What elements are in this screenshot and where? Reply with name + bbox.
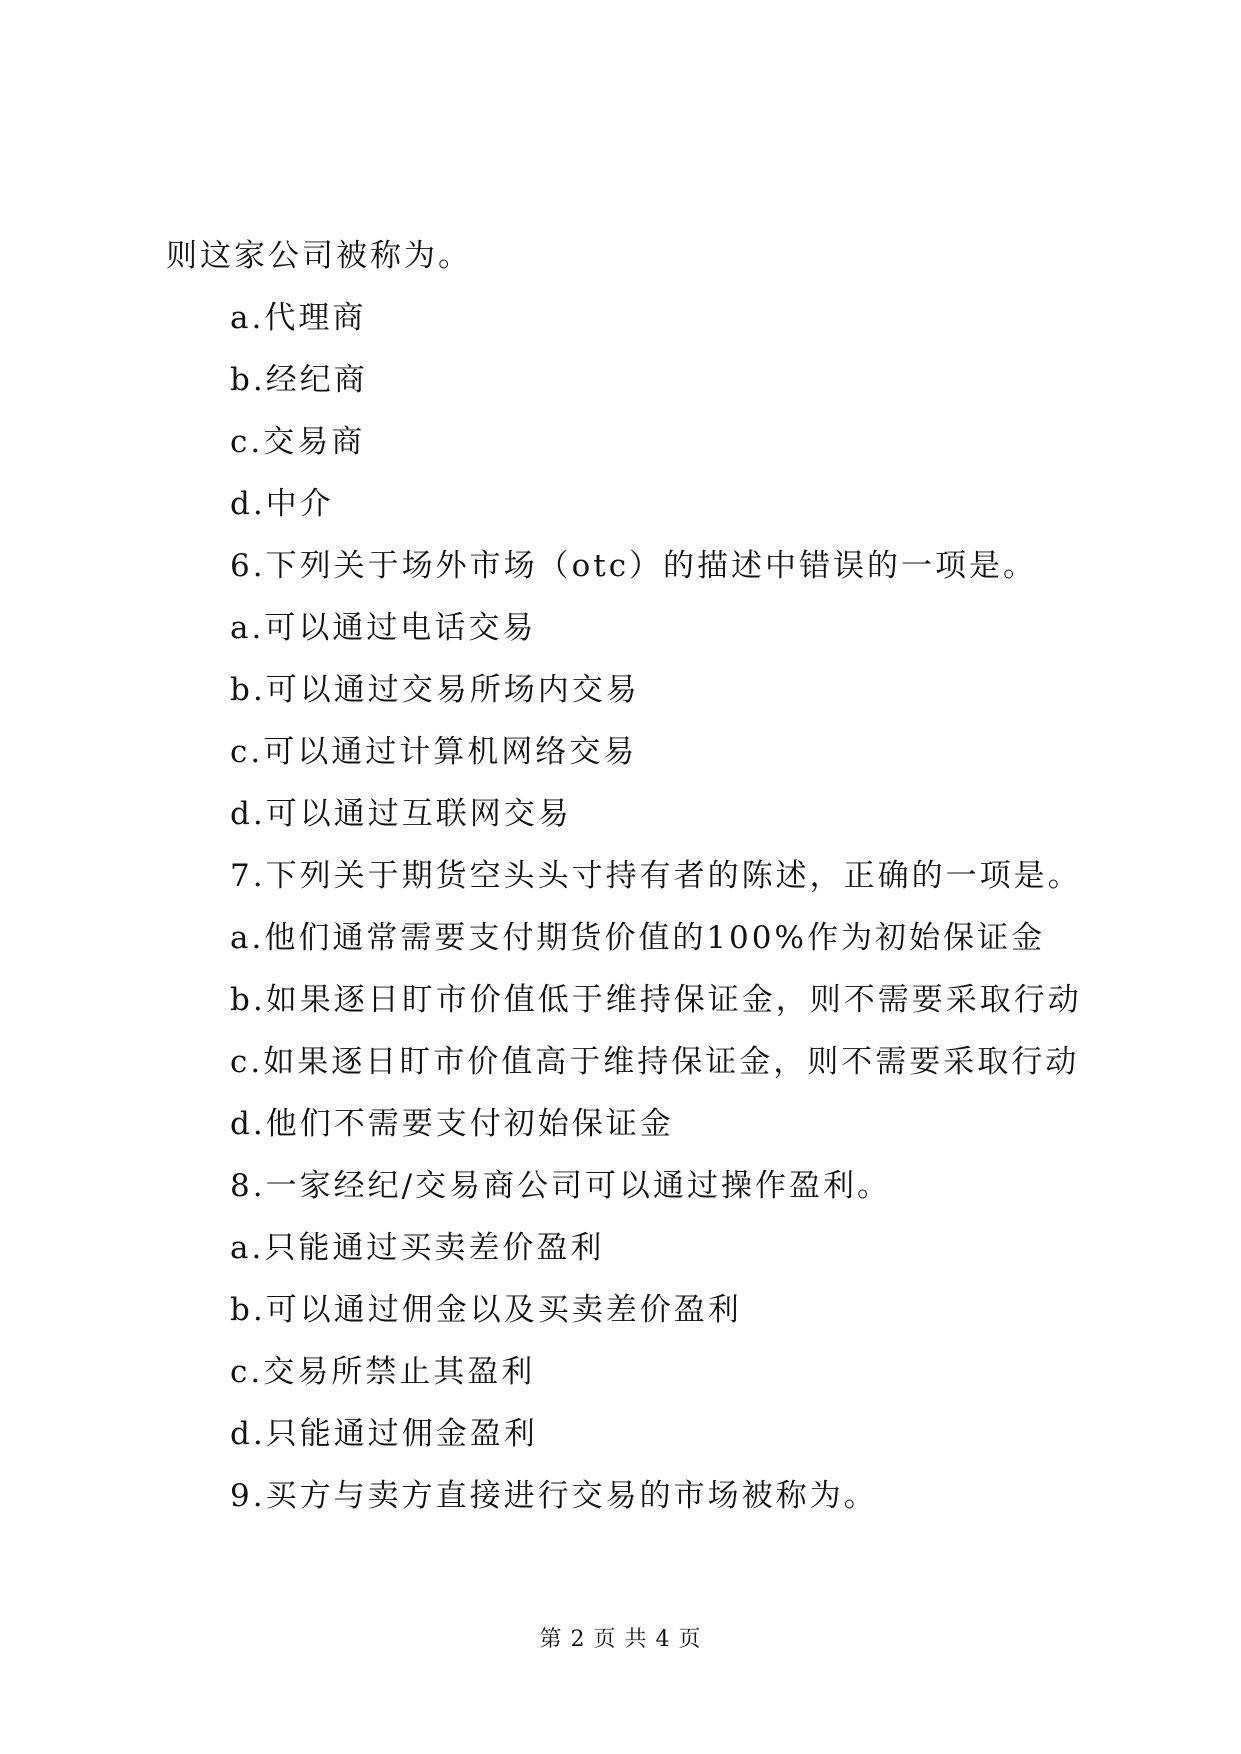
option-line: d.可以通过互联网交易 [230,796,572,832]
option-line: c.可以通过计算机网络交易 [230,734,638,770]
option-line: c.如果逐日盯市价值高于维持保证金，则不需要采取行动 [230,1044,1080,1080]
option-line: c.交易所禁止其盈利 [230,1354,536,1390]
option-line: d.只能通过佣金盈利 [230,1416,538,1452]
option-line: a.只能通过买卖差价盈利 [230,1230,605,1266]
option-line: c.交易商 [230,424,366,460]
option-line: a.代理商 [230,300,367,336]
question-line: 9.买方与卖方直接进行交易的市场被称为。 [230,1478,878,1514]
option-line: b.可以通过交易所场内交易 [230,672,640,708]
option-line: d.中介 [230,486,334,522]
question-line: 6.下列关于场外市场（otc）的描述中错误的一项是。 [230,548,1038,584]
question-line: 7.下列关于期货空头头寸持有者的陈述，正确的一项是。 [230,858,1082,894]
option-line: b.如果逐日盯市价值低于维持保证金，则不需要采取行动 [230,982,1082,1018]
option-line: a.他们通常需要支付期货价值的100%作为初始保证金 [230,920,1045,956]
option-line: b.经纪商 [230,362,368,398]
option-line: d.他们不需要支付初始保证金 [230,1106,674,1142]
page-footer: 第 2 页 共 4 页 [539,1627,702,1652]
option-line: b.可以通过佣金以及买卖差价盈利 [230,1292,742,1328]
continuation-line: 则这家公司被称为。 [166,238,472,274]
option-line: a.可以通过电话交易 [230,610,537,646]
question-line: 8.一家经纪/交易商公司可以通过操作盈利。 [230,1168,892,1204]
